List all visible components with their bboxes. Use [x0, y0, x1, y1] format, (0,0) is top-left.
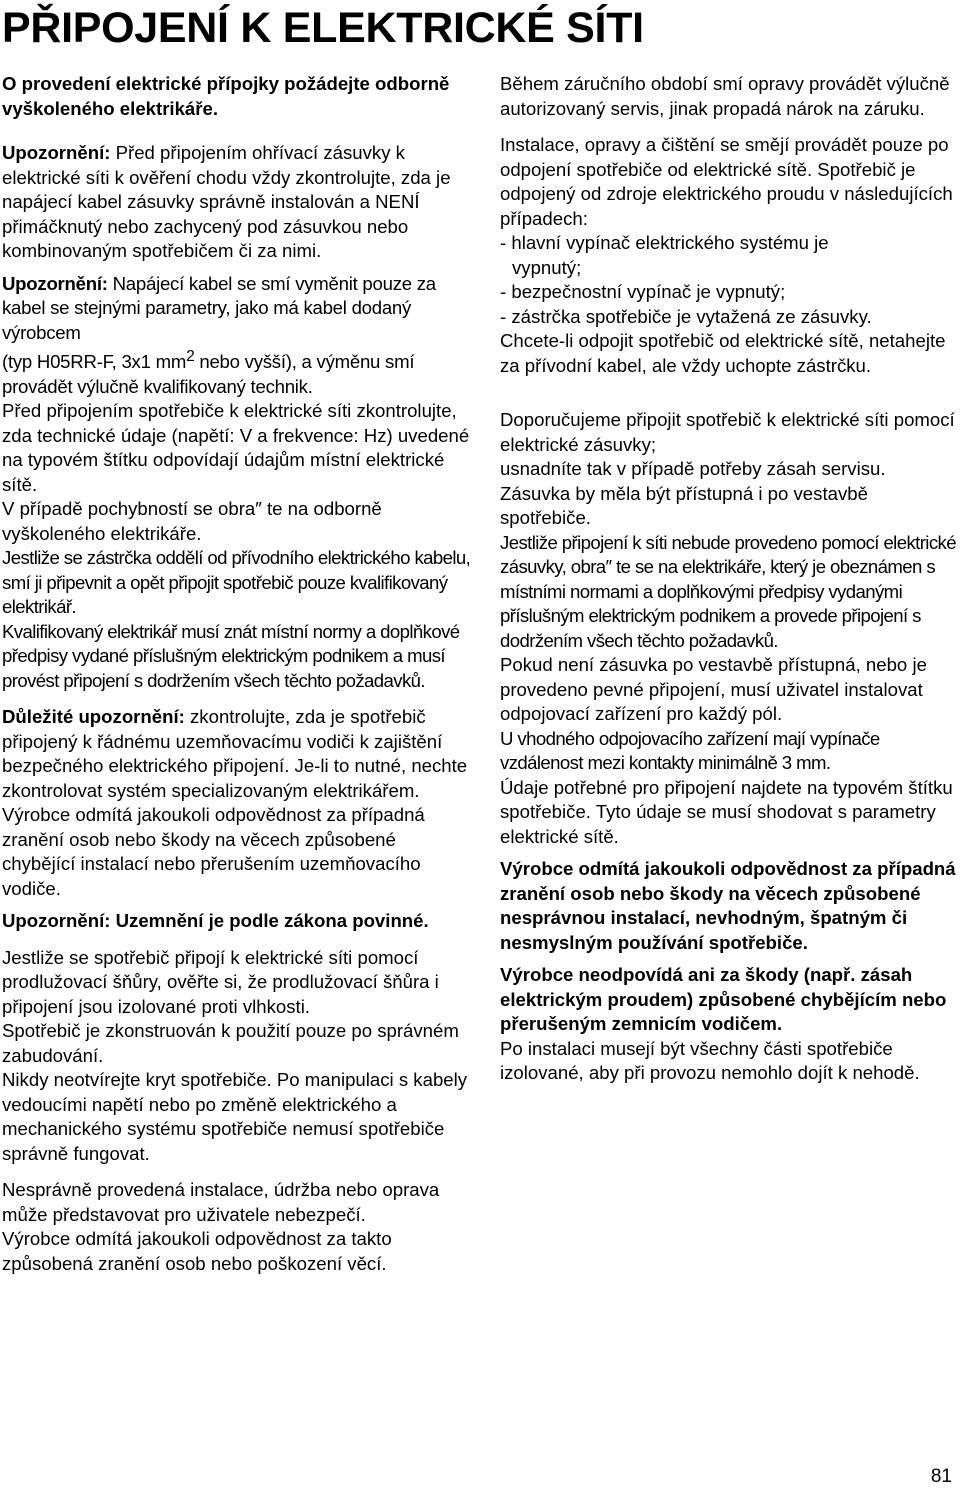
warning-text: Napájecí kabel se smí vyměnit pouze za kabel se stejnými parametry, jako má kabel dodaný výrobcem	[2, 272, 436, 343]
superscript: 2	[186, 348, 195, 365]
paragraph-contact-distance: U vhodného odpojovacího zařízení mají vypínače vzdálenost mezi kontakty minimálně 3 mm.	[500, 727, 880, 773]
cable-type-text-2: nebo vyšší), a výměnu smí provádět výlučně kvalifikovaný technik.	[2, 351, 415, 397]
paragraph-important	[2, 705, 472, 803]
paragraph-socket-access: Zásuvka by měla být přístupná i po vestavbě spotřebiče.	[500, 482, 868, 528]
list-item: - hlavní vypínač elektrického systému je	[500, 232, 829, 253]
important-text: zkontrolujte, zda je spotřebič připojený k řádnému uzemňovacímu vodiči k zajištění bezpečného elektrického připojení. Je-li to nutné, nechte zkontrolovat systém specializovaným elektrikářem.	[2, 706, 468, 801]
warning-paragraph-cable	[2, 141, 472, 264]
paragraph-liability-grounding: Výrobce odmítá jakoukoli odpovědnost za případná zranění osob nebo škody na věcech způsobené chybějící instalací nebo přerušením uzemňovacího vodiče.	[2, 804, 425, 899]
paragraph-liability-injury: Výrobce odmítá jakoukoli odpovědnost za takto způsobená zranění osob nebo poškození věcí.	[2, 1228, 392, 1274]
paragraph-liability-ground: Výrobce neodpovídá ani za škody (např. zásah elektrickým proudem) způsobené chybějícím nebo přerušeným zemnicím vodičem.	[500, 964, 947, 1034]
paragraph-extension-cord: Jestliže se spotřebič připojí k elektrické síti pomocí prodlužovací šňůry, ověřte si, že prodlužovací šňůra i připojení jsou izolované proti vlhkosti.	[2, 946, 439, 1017]
paragraph-built-in-use: Spotřebič je zkonstruován k použití pouze po správném zabudování.	[2, 1020, 459, 1066]
warning-label: Upozornění:	[2, 272, 108, 294]
warning-paragraph-replacement	[2, 272, 472, 400]
intro-text: O provedení elektrické přípojky požádejte odborně vyškoleného elektrikáře.	[2, 73, 450, 119]
paragraph-disconnect: Instalace, opravy a čištění se smějí provádět pouze po odpojení spotřebiče od elektrické sítě. Spotřebič je odpojený od zdroje elektrického proudu v následujících případech:	[500, 134, 953, 229]
intro-paragraph	[2, 72, 472, 121]
paragraph-disconnect-device: Pokud není zásuvka po vestavbě přístupná, nebo je provedeno pevné připojení, musí uživatel instalovat odpojovací zařízení pro každý pól.	[500, 654, 927, 724]
left-column	[2, 72, 472, 1276]
paragraph-service: usnadníte tak v případě potřeby zásah servisu.	[500, 458, 886, 479]
warning-text: Před připojením ohřívací zásuvky k elektrické síti k ověření chodu vždy zkontrolujte, zda je napájecí kabel zásuvky správně instalován a NENÍ přimáčknutý nebo zachycený pod zásuvkou nebo kombinovaným spotřebičem či za nimi.	[2, 142, 451, 261]
list-item-continuation: vypnutý;	[512, 256, 582, 278]
paragraph-cover: Nikdy neotvírejte kryt spotřebiče. Po manipulaci s kabely vedoucími napětí nebo po změně elektrického a mechanického systému spotřebiče nemusí spotřebiče správně fungovat.	[2, 1069, 468, 1164]
paragraph-plug: Jestliže se zástrčka oddělí od přívodního elektrického kabelu, smí ji připevnit a opět připojit spotřebič pouze kvalifikovaný elektrikář.	[2, 547, 471, 618]
paragraph-rating-plate: Údaje potřebné pro připojení najdete na typovém štítku spotřebiče. Tyto údaje se musí shodovat s parametry elektrické sítě.	[500, 776, 953, 847]
right-column	[500, 72, 958, 1086]
paragraph-unplug: Chcete-li odpojit spotřebič od elektrické sítě, netahejte za přívodní kabel, ale vždy uchopte zástrčku.	[500, 330, 946, 376]
paragraph-improper-installation: Nesprávně provedená instalace, údržba nebo oprava může představovat pro uživatele nebezpečí.	[2, 1179, 440, 1225]
paragraph-doubts: V případě pochybností se obra″ te na odborně vyškoleného elektrikáře.	[2, 498, 382, 544]
list-item: - bezpečnostní vypínač je vypnutý;	[500, 281, 786, 302]
page-title: PŘIPOJENÍ K ELEKTRICKÉ SÍTI	[2, 4, 644, 52]
cable-type-text: (typ H05RR-F, 3x1 mm	[2, 351, 187, 373]
paragraph-warranty: Během záručního období smí opravy provádět výlučně autorizovaný servis, jinak propadá nárok na záruku.	[500, 73, 950, 119]
paragraph-recommend-socket: Doporučujeme připojit spotřebič k elektrické síti pomocí elektrické zásuvky;	[500, 409, 955, 455]
paragraph-fixed-connection: Jestliže připojení k síti nebude provedeno pomocí elektrické zásuvky, obra″ te se na elektrikáře, který je obeznámen s místními normami a doplňkovými předpisy vydanými příslušným elektrickým podnikem a provede připojení s dodržením všech těchto požadavků.	[500, 531, 956, 651]
paragraph-qualified-electrician: Kvalifikovaný elektrikář musí znát místní normy a doplňkové předpisy vydané příslušným elektrickým podnikem a musí provést připojení s dodržením všech těchto požadavků.	[2, 620, 460, 691]
paragraph-check-specs: Před připojením spotřebiče k elektrické síti zkontrolujte, zda technické údaje (napětí: V a frekvence: Hz) uvedené na typovém štítku odpovídají údajům místní elektrické sítě.	[2, 400, 470, 495]
important-label: Důležité upozornění:	[2, 706, 185, 728]
page-number: 81	[930, 1466, 952, 1487]
warning-label: Upozornění:	[2, 142, 111, 163]
paragraph-grounding-mandatory: Upozornění: Uzemnění je podle zákona povinné.	[2, 910, 429, 932]
list-item: - zástrčka spotřebiče je vytažená ze zásuvky.	[500, 305, 872, 327]
paragraph-insulation: Po instalaci musejí být všechny části spotřebiče izolované, aby při provozu nemohlo dojít k nehodě.	[500, 1037, 920, 1083]
paragraph-liability-misuse: Výrobce odmítá jakoukoli odpovědnost za případná zranění osob nebo škody na věcech způsobené nesprávnou instalací, nevhodným, špatným či nesmyslným používání spotřebiče.	[500, 858, 956, 953]
